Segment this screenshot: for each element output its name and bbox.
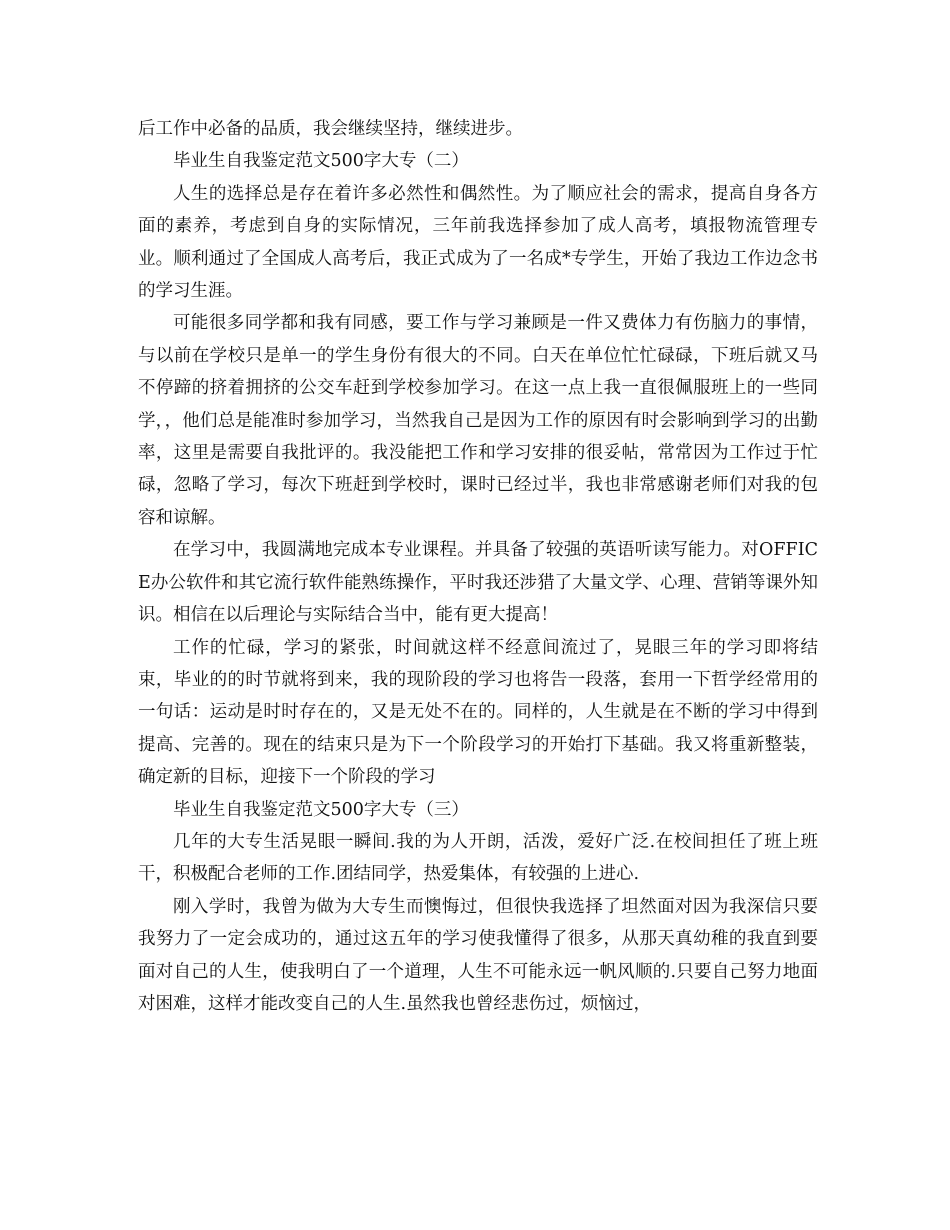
document-page [138, 113, 818, 1020]
body-paragraph: 几年的大专生活晃眼一瞬间.我的为人开朗，活泼，爱好广泛.在校间担任了班上班干，积极配合老师的工作.团结同学，热爱集体，有较强的上进心. [138, 831, 818, 885]
body-paragraph-continued: 后工作中必备的品质，我会继续坚持，继续进步。 [138, 119, 523, 139]
body-paragraph: 在学习中，我圆满地完成本专业课程。并具备了较强的英语听读写能力。对OFFICE办公软件和其它流行软件能熟练操作，平时我还涉猎了大量文学、心理、营销等课外知识。相信在以后理论与实际结合当中，能有更大提高！ [138, 540, 818, 626]
section-heading-2: 毕业生自我鉴定范文500字大专（二） [173, 151, 469, 172]
body-paragraph: 刚入学时，我曾为做为大专生而懊悔过，但很快我选择了坦然面对因为我深信只要我努力了一定会成功的，通过这五年的学习使我懂得了很多，从那天真幼稚的我直到要面对自己的人生，使我明白了一个道理，人生不可能永远一帆风顺的.只要自己努力地面对困难，这样才能改变自己的人生.虽然我也曾经悲伤过，烦恼过， [138, 896, 818, 1014]
body-paragraph: 可能很多同学都和我有同感，要工作与学习兼顾是一件又费体力有伤脑力的事情，与以前在学校只是单一的学生身份有很大的不同。白天在单位忙忙碌碌，下班后就又马不停蹄的挤着拥挤的公交车赶到学校参加学习。在这一点上我一直很佩服班上的一些同学，，他们总是能准时参加学习，当然我自己是因为工作的原因有时会影响到学习的出勤率，这里是需要自我批评的。我没能把工作和学习安排的很妥帖，常常因为工作过于忙碌，忽略了学习，每次下班赶到学校时，课时已经过半，我也非常感谢老师们对我的包容和谅解。 [138, 313, 818, 528]
body-paragraph: 人生的选择总是存在着许多必然性和偶然性。为了顺应社会的需求，提高自身各方面的素养，考虑到自身的实际情况，三年前我选择参加了成人高考，填报物流管理专业。顺利通过了全国成人高考后，我正式成为了一名成*专学生，开始了我边工作边念书的学习生涯。 [138, 183, 818, 302]
body-paragraph: 工作的忙碌，学习的紧张，时间就这样不经意间流过了，晃眼三年的学习即将结束，毕业的的时节就将到来，我的现阶段的学习也将告一段落，套用一下哲学经常用的一句话：运动是时时存在的，又是无处不在的。同样的，人生就是在不断的学习中得到提高、完善的。现在的结束只是为下一个阶段学习的开始打下基础。我又将重新整装，确定新的目标，迎接下一个阶段的学习 [138, 637, 818, 788]
section-heading-3: 毕业生自我鉴定范文500字大专（三） [173, 799, 469, 820]
